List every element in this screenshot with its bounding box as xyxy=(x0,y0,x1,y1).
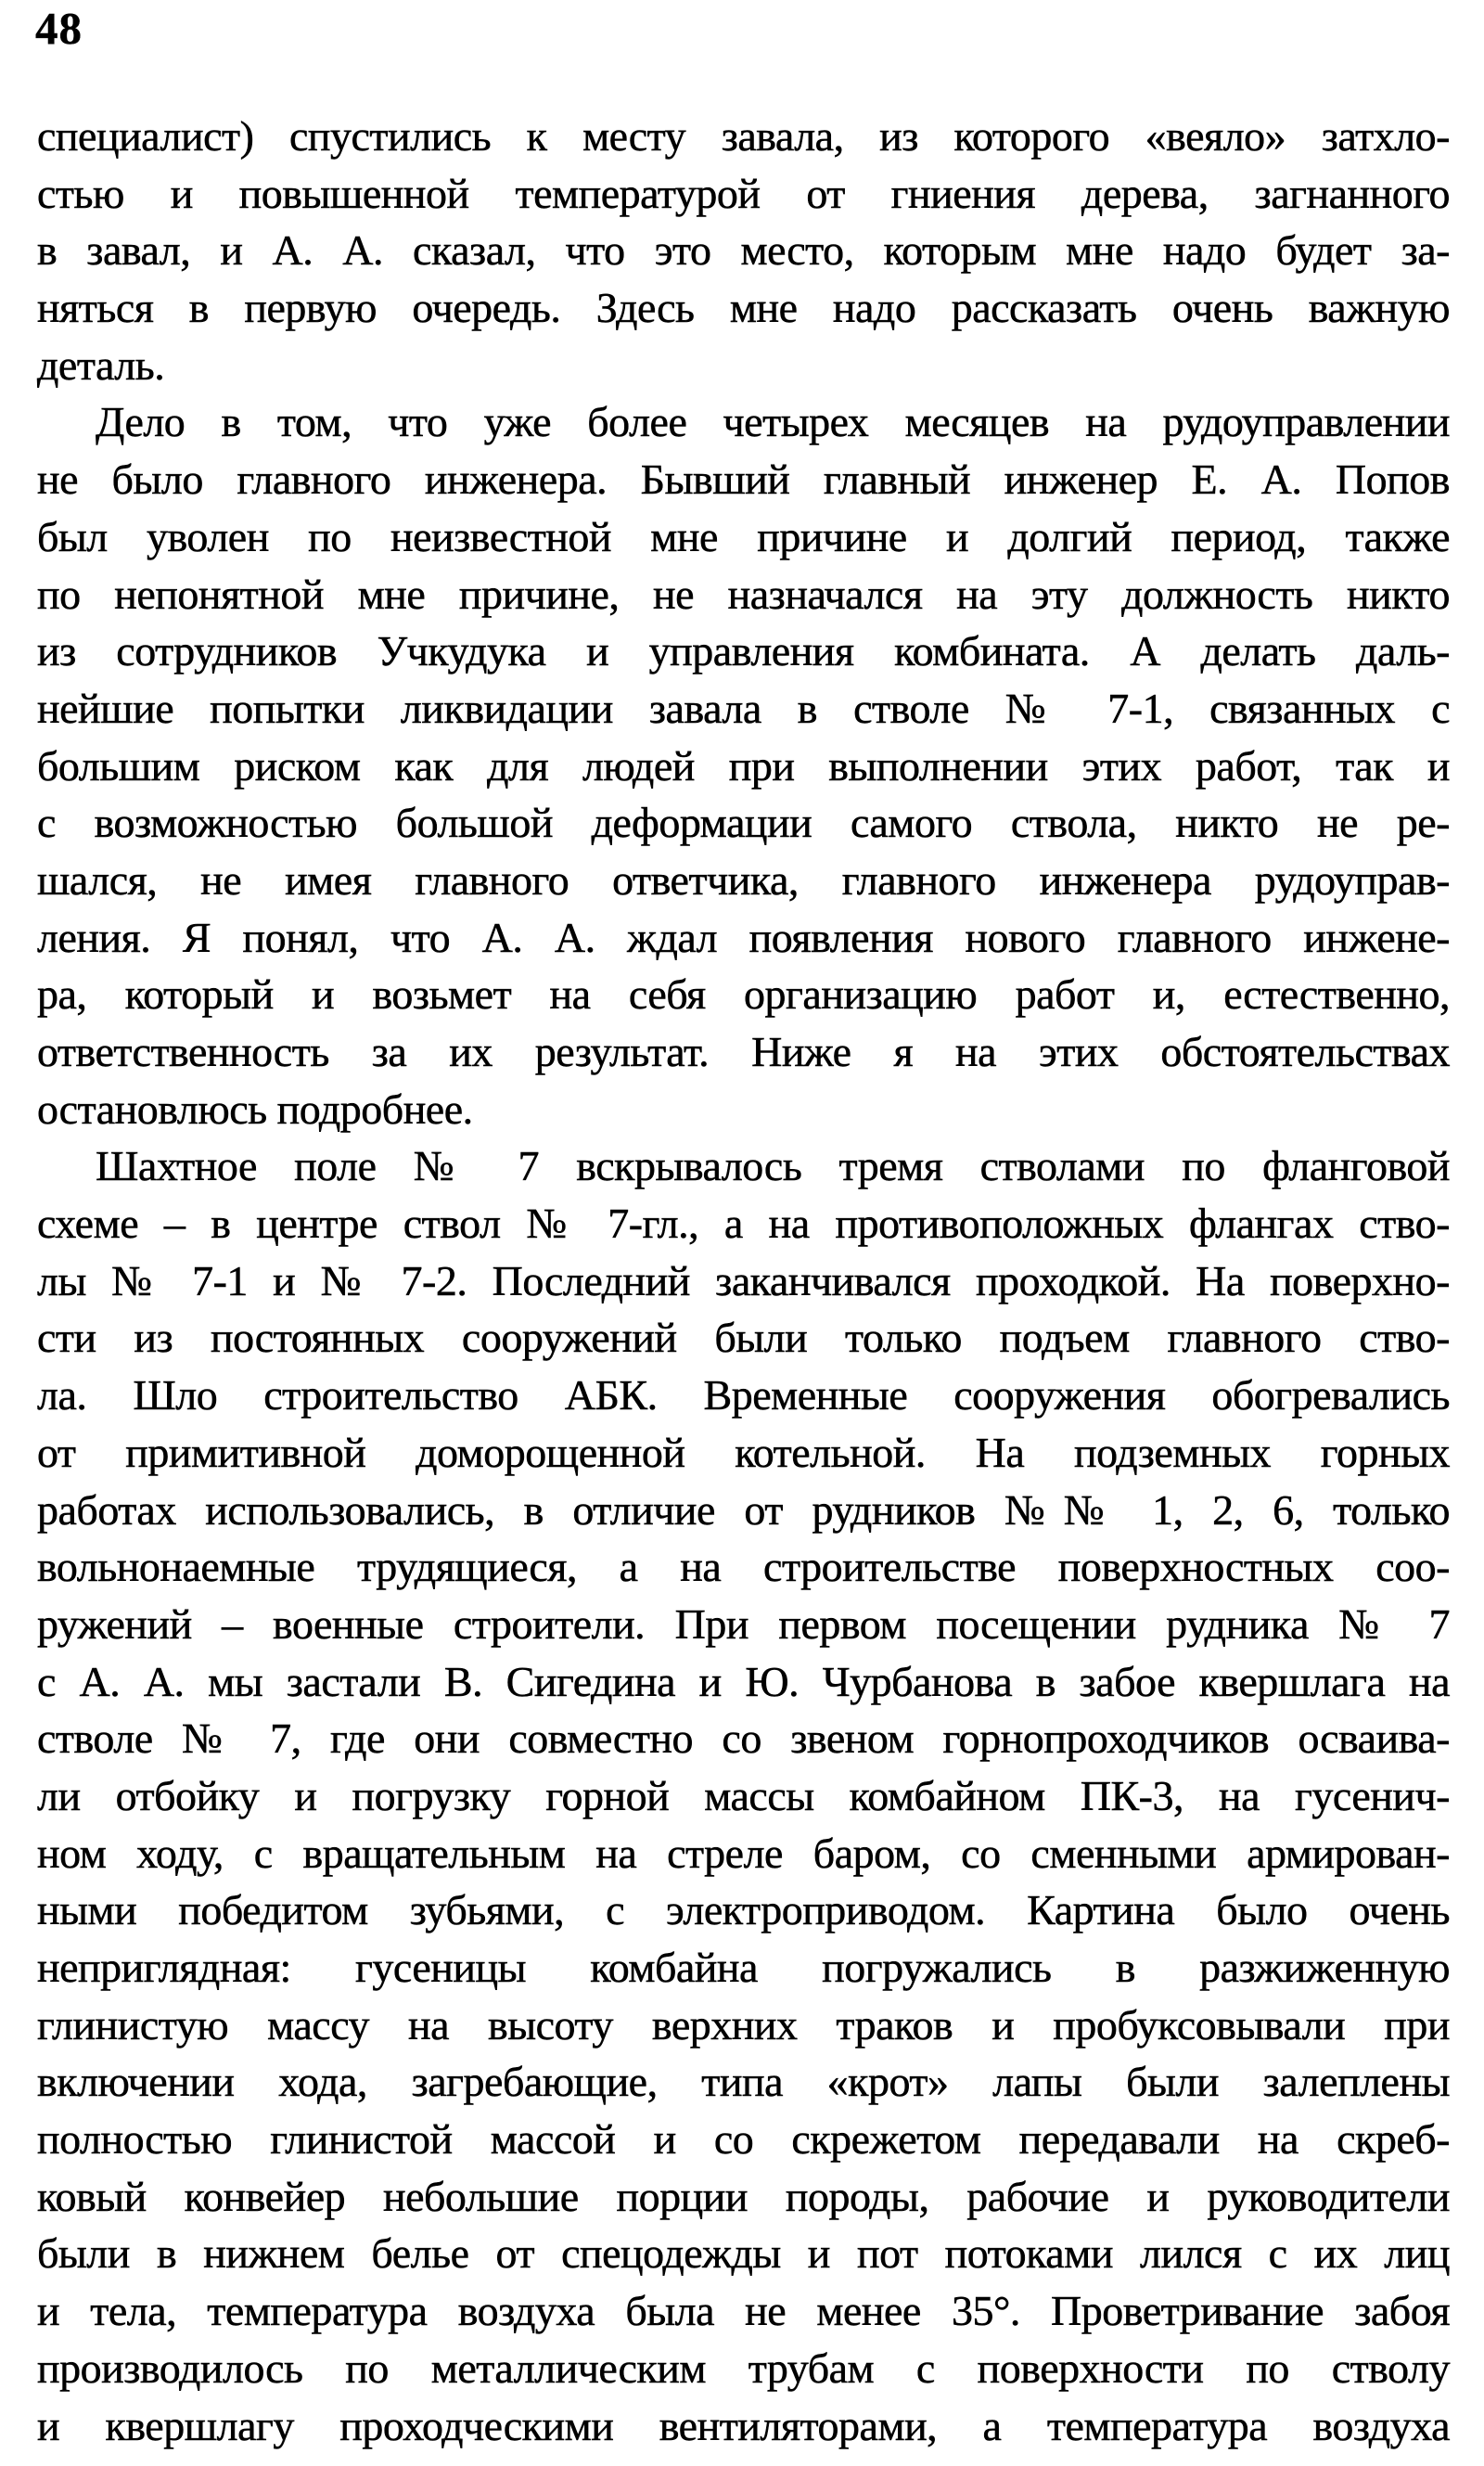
text-line: нейшие попытки ликвидации завала в стволе № 7-1, связанных с xyxy=(37,684,1450,732)
text-line: с возможностью большой деформации самого ствола, никто не ре- xyxy=(37,799,1450,847)
text-line: по непонятной мне причине, не назначался на эту должность никто xyxy=(37,570,1450,618)
paragraph xyxy=(37,108,1450,393)
text-line: был уволен по неизвестной мне причине и долгий период, также xyxy=(37,512,1450,560)
text-line: Дело в том, что уже более четырех месяцев на рудоуправлении xyxy=(96,398,1450,446)
text-line: ла. Шло строительство АБК. Временные сооружения обогревались xyxy=(37,1371,1450,1419)
text-line: стволе № 7, где они совместно со звеном горнопроходчиков осваива- xyxy=(37,1715,1450,1763)
text-line: сти из постоянных сооружений были только подъем главного ство- xyxy=(37,1314,1450,1362)
text-line: были в нижнем белье от спецодежды и пот потоками лился с их лиц xyxy=(37,2229,1450,2278)
text-line: полностью глинистой массой и со скрежетом передавали на скреб- xyxy=(37,2115,1450,2164)
text-line: шался, не имея главного ответчика, главного инженера рудоуправ- xyxy=(37,855,1450,904)
text-line: ковый конвейер небольшие порции породы, рабочие и руководители xyxy=(37,2172,1450,2220)
text-line: няться в первую очередь. Здесь мне надо рассказать очень важную xyxy=(37,284,1450,332)
text-line: от примитивной доморощенной котельной. На подземных горных xyxy=(37,1428,1450,1476)
text-line: большим риском как для людей при выполнении этих работ, так и xyxy=(37,741,1450,790)
text-line: и тела, температура воздуха была не менее 35°. Проветривание забоя xyxy=(37,2287,1450,2335)
text-line: ра, который и возьмет на себя организацию работ и, естественно, xyxy=(37,970,1450,1019)
text-line: включении хода, загребающие, типа «крот» лапы были залеплены xyxy=(37,2058,1450,2106)
page-number: 48 xyxy=(35,3,83,54)
text-line: работах использовались, в отличие от рудников №№ 1, 2, 6, только xyxy=(37,1485,1450,1534)
text-line: ными победитом зубьями, с электроприводом. Картина было очень xyxy=(37,1886,1450,1934)
text-line: производилось по металлическим трубам с поверхности по стволу xyxy=(37,2344,1450,2392)
text-line: остановлюсь подробнее. xyxy=(37,1085,473,1133)
text-line: не было главного инженера. Бывший главный инженер Е. А. Попов xyxy=(37,456,1450,504)
text-line: специалист) спустились к месту завала, из которого «веяло» затхло- xyxy=(37,112,1450,160)
text-line: ружений – военные строители. При первом посещении рудника № 7 xyxy=(37,1599,1450,1648)
text-line: с А. А. мы застали В. Сигедина и Ю. Чурбанова в забое квершлага на xyxy=(37,1657,1450,1705)
text-line: деталь. xyxy=(37,340,165,389)
text-line: стью и повышенной температурой от гниения дерева, загнанного xyxy=(37,169,1450,217)
text-line: вольнонаемные трудящиеся, а на строительстве поверхностных соо- xyxy=(37,1543,1450,1591)
text-line: ответственность за их результат. Ниже я на этих обстоятельствах xyxy=(37,1028,1450,1075)
paragraph xyxy=(37,1137,1450,2454)
text-line: в завал, и А. А. сказал, что это место, которым мне надо будет за- xyxy=(37,226,1450,275)
text-line: глинистую массу на высоту верхних траков и пробуксовывали при xyxy=(37,2000,1450,2049)
text-line: ном ходу, с вращательным на стреле баром, со сменными армирован- xyxy=(37,1829,1450,1877)
page-body xyxy=(37,108,1450,2454)
text-line: схеме – в центре ствол № 7-гл., а на противоположных флангах ство- xyxy=(37,1200,1450,1248)
text-line: Шахтное поле № 7 вскрывалось тремя стволами по фланговой xyxy=(96,1142,1450,1190)
text-line: и квершлагу проходческими вентиляторами, а температура воздуха xyxy=(37,2401,1450,2449)
paragraph xyxy=(37,393,1450,1137)
text-line: ления. Я понял, что А. А. ждал появления нового главного инжене- xyxy=(37,913,1450,961)
text-line: неприглядная: гусеницы комбайна погружались в разжиженную xyxy=(37,1944,1450,1991)
text-line: лы № 7-1 и № 7-2. Последний заканчивался проходкой. На поверхно- xyxy=(37,1256,1450,1304)
text-line: из сотрудников Учкудука и управления комбината. А делать даль- xyxy=(37,627,1450,675)
text-line: ли отбойку и погрузку горной массы комбайном ПК-3, на гусенич- xyxy=(37,1771,1450,1819)
